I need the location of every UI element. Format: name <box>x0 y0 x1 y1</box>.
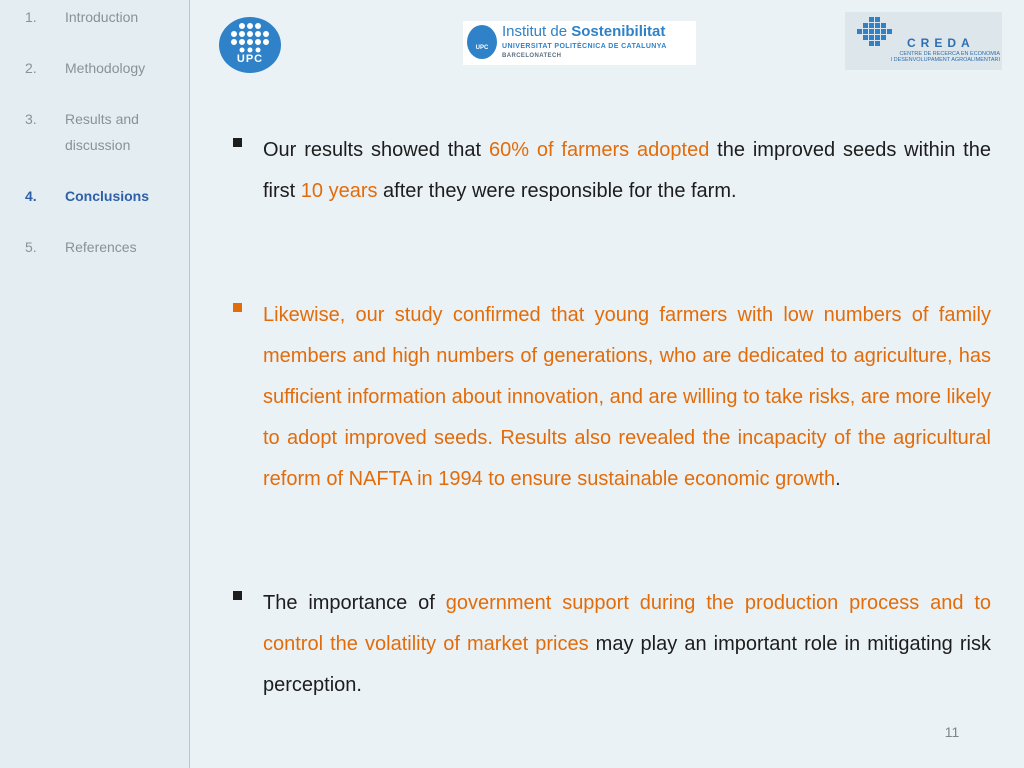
upc-dot-grid-icon <box>219 17 281 57</box>
bullet-square-icon <box>233 138 242 147</box>
bullet-text <box>263 583 991 706</box>
nav-number: 4. <box>25 188 37 204</box>
bullet-text <box>263 130 991 212</box>
nav-label: Results and discussion <box>65 111 139 153</box>
highlight-segment: Likewise, our study confirmed that young farmers with low numbers of family members and high numbers of generations, who are dedicated to agriculture, has sufficient information about innovation, and are willing to take risks, are more likely to adopt improved seeds. Results also revealed the incapacity of the agricultural reform of NAFTA in 1994 to ensure sustainable economic growth <box>263 304 991 490</box>
upc-logo-text: UPC <box>236 53 264 65</box>
nav-number: 3. <box>25 111 37 127</box>
creda-subtitle-line-1: CENTRE DE RECERCA EN ECONOMIA <box>899 51 1000 57</box>
text-segment: The importance of <box>263 592 446 614</box>
logo-title-part-a: Institut de <box>502 23 572 40</box>
creda-name: CREDA <box>907 36 975 50</box>
nav-label: Conclusions <box>65 188 150 204</box>
logo-subtitle-2: BARCELONATECH <box>502 53 562 59</box>
text-segment: Our results showed that <box>263 139 489 161</box>
bullet-square-icon <box>233 591 242 600</box>
highlight-segment: 10 years <box>300 180 378 202</box>
nav-number: 5. <box>25 239 37 255</box>
bullet-square-icon <box>233 303 242 312</box>
nav-label: Methodology <box>65 60 146 76</box>
logo-subtitle: UNIVERSITAT POLITÈCNICA DE CATALUNYA <box>502 43 667 50</box>
upc-logo <box>219 17 281 73</box>
highlight-segment: 60% of farmers adopted <box>488 139 710 161</box>
creda-subtitle-line-2: I DESENVOLUPAMENT AGROALIMENTARI <box>890 57 1000 63</box>
bullet-text <box>263 295 991 500</box>
nav-number: 2. <box>25 60 37 76</box>
creda-pixel-icon <box>855 15 907 51</box>
logo-title <box>502 23 665 40</box>
logo-title-part-b: Sostenibilitat <box>571 23 666 40</box>
highlight-segment: government support during the production process and to control the volatility of market prices <box>263 592 991 655</box>
text-segment: the improved seeds within the first <box>263 139 991 202</box>
nav-number: 1. <box>25 9 37 25</box>
nav-label: Introduction <box>65 9 139 25</box>
text-segment: . <box>835 468 841 490</box>
institut-sostenibilitat-logo <box>463 21 696 65</box>
badge-text: UPC <box>475 45 489 51</box>
nav-label: References <box>65 239 137 255</box>
upc-badge-icon <box>467 25 497 59</box>
creda-subtitle <box>872 51 1000 63</box>
text-segment: may play an important role in mitigating risk perception. <box>263 633 992 696</box>
page-number: 11 <box>944 724 960 740</box>
creda-logo <box>845 12 1002 70</box>
text-segment: after they were responsible for the farm. <box>377 180 737 202</box>
sidebar-nav <box>0 0 190 768</box>
